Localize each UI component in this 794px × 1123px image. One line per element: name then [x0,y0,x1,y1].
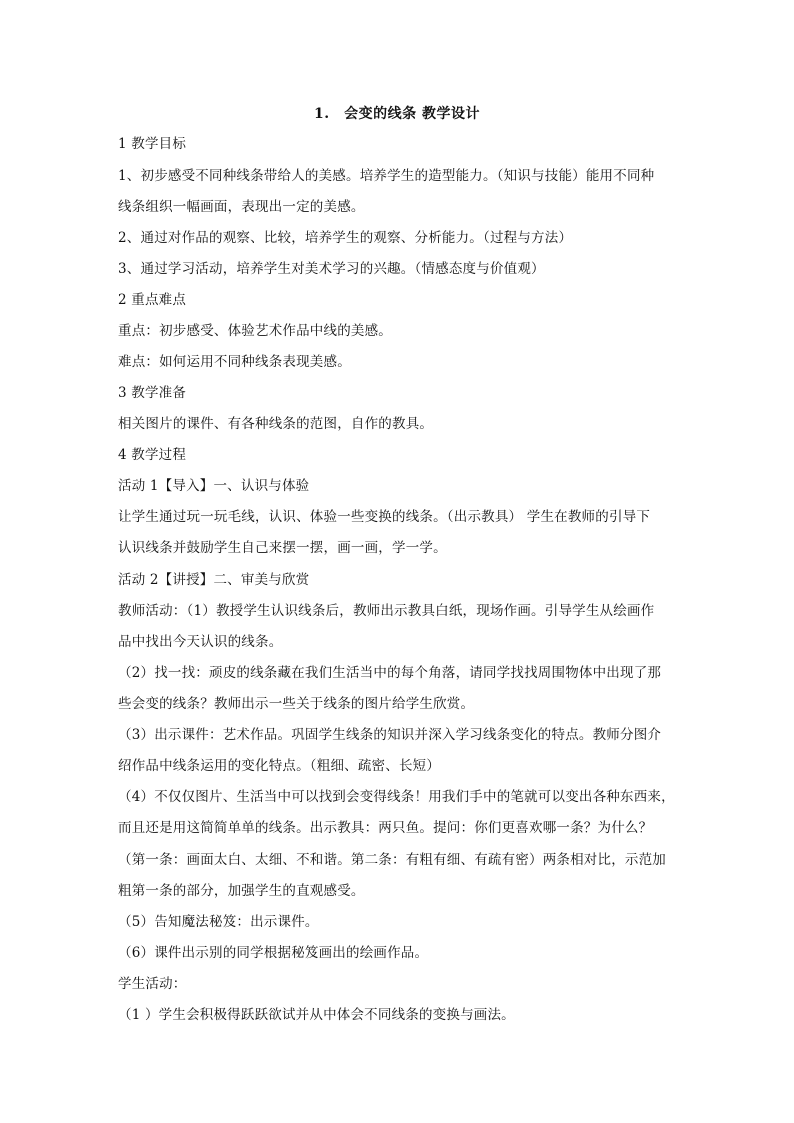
text-line: （第一条：画面太白、太细、不和谐。第二条：有粗有细、有疏有密）两条相对比，示范加 [118,852,666,868]
text-line: 重点：初步感受、体验艺术作品中线的美感。 [118,323,392,339]
section-heading: 1 教学目标 [118,136,187,152]
section-heading: 3 教学准备 [118,385,187,401]
text-line: 1、初步感受不同种线条带给人的美感。培养学生的造型能力。（知识与技能）能用不同种 [118,168,655,184]
section-heading: 4 教学过程 [118,447,187,463]
text-line: （3）出示课件：艺术作品。巩固学生线条的知识并深入学习线条变化的特点。教师分图介 [118,727,662,743]
text-line: （2）找一找：顽皮的线条藏在我们生活当中的每个角落，请同学找找周围物体中出现了那 [118,665,662,681]
text-line: 教师活动：（1）教授学生认识线条后，教师出示教具白纸，现场作画。引导学生从绘画作 [118,603,655,619]
text-line: 2、通过对作品的观察、比较，培养学生的观察、分析能力。（过程与方法） [118,230,573,246]
text-line: 让学生通过玩一玩毛线，认识、体验一些变换的线条。（出示教具） 学生在教师的引导下 [118,509,651,525]
text-line: （5）告知魔法秘笈：出示课件。 [118,914,319,930]
activity-heading: 活动 2【讲授】二、审美与欣赏 [118,572,310,588]
text-line: 3、通过学习活动，培养学生对美术学习的兴趣。（情感态度与价值观） [118,261,545,277]
text-line: （1 ）学生会积极得跃跃欲试并从中体会不同线条的变换与画法。 [118,1007,515,1023]
text-line: 粗第一条的部分，加强学生的直观感受。 [118,883,365,899]
text-line: 相关图片的课件、有各种线条的范图，自作的教具。 [118,416,434,432]
text-line: （4）不仅仅图片、生活当中可以找到会变得线条！用我们手中的笔就可以变出各种东西来， [118,789,675,805]
text-line: 绍作品中线条运用的变化特点。（粗细、疏密、长短） [118,758,441,774]
text-line: 认识线条并鼓励学生自己来摆一摆，画一画，学一学。 [118,540,447,556]
text-line: 线条组织一幅画面，表现出一定的美感。 [118,199,365,215]
section-heading: 学生活动： [118,976,187,992]
document-title: 1. 会变的线条 教学设计 [314,106,480,122]
text-line: 难点：如何运用不同种线条表现美感。 [118,354,351,370]
section-heading: 2 重点难点 [118,292,187,308]
text-line: 些会变的线条？教师出示一些关于线条的图片给学生欣赏。 [118,696,475,712]
text-line: 而且还是用这简简单单的线条。出示教具：两只鱼。提问：你们更喜欢哪一条？为什么？ [118,820,653,836]
activity-heading: 活动 1【导入】一、认识与体验 [118,478,310,494]
text-line: （6）课件出示别的同学根据秘笈画出的绘画作品。 [118,945,429,961]
text-line: 品中找出今天认识的线条。 [118,634,283,650]
